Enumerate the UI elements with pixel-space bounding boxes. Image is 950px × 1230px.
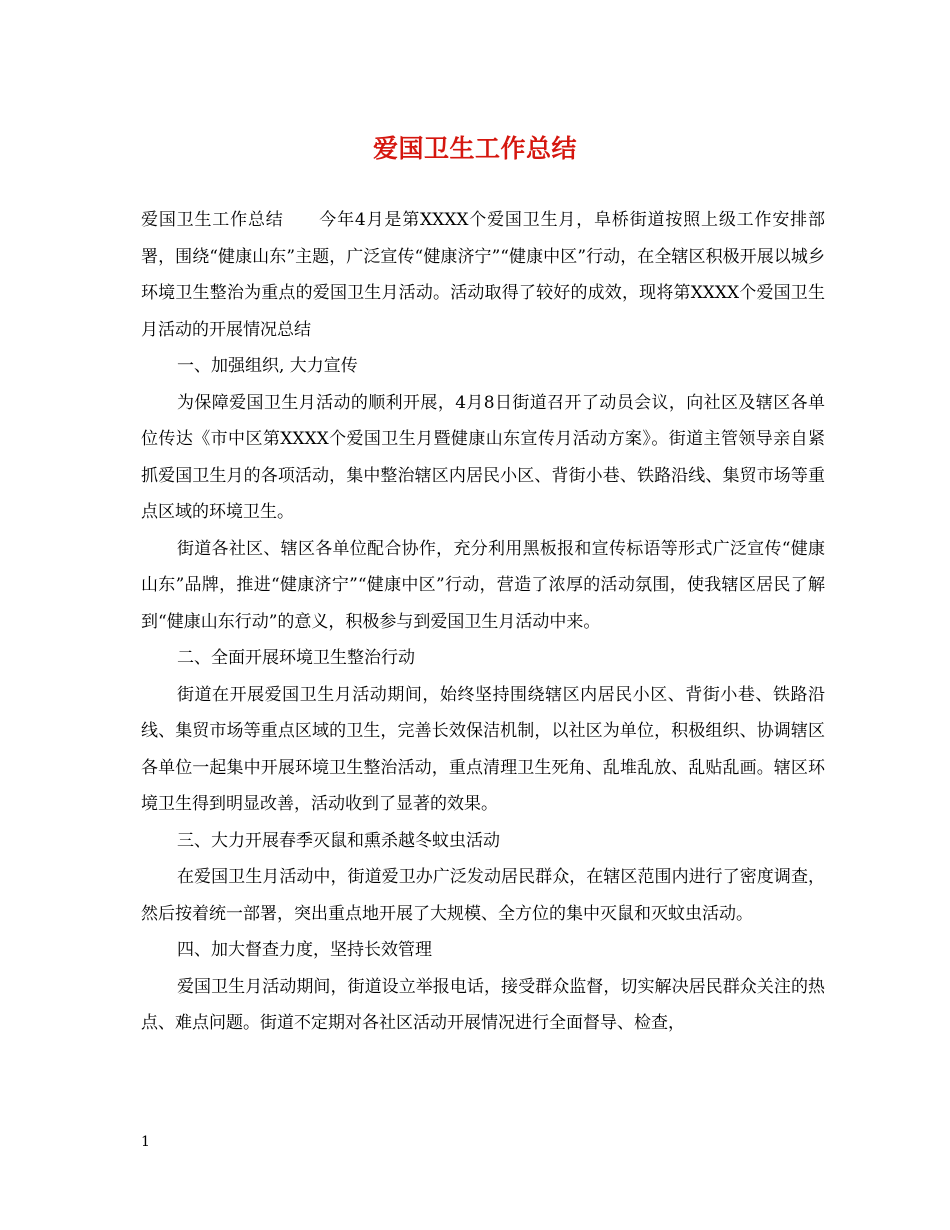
paragraph-section-1a: 为保障爱国卫生月活动的顺利开展，4月8日街道召开了动员会议，向社区及辖区各单位传达《市中区第XXXX个爱国卫生月暨健康山东宣传月活动方案》。街道主管领导亲自紧抓爱国卫生月的各项活动，集中整治辖区内居民小区、背街小巷、铁路沿线、集贸市场等重点区域的环境卫生。 bbox=[141, 392, 825, 522]
page-number: 1 bbox=[141, 1134, 150, 1150]
paragraph-section-4: 爱国卫生月活动期间，街道设立举报电话，接受群众监督，切实解决居民群众关注的热点、难点问题。街道不定期对各社区活动开展情况进行全面督导、检查， bbox=[141, 976, 825, 1033]
document-title: 爱国卫生工作总结 bbox=[372, 134, 577, 163]
paragraph-section-2: 街道在开展爱国卫生月活动期间，始终坚持围绕辖区内居民小区、背街小巷、铁路沿线、集贸市场等重点区域的卫生，完善长效保洁机制，以社区为单位，积极组织、协调辖区各单位一起集中开展环境卫生整治活动，重点清理卫生死角、乱堆乱放、乱贴乱画。辖区环境卫生得到明显改善，活动收到了显著的效果。 bbox=[141, 684, 825, 814]
document-body bbox=[141, 202, 825, 1042]
section-heading-4: 四、加大督查力度，坚持长效管理 bbox=[177, 940, 432, 960]
paragraph-intro: 爱国卫生工作总结 今年4月是第XXXX个爱国卫生月，阜桥街道按照上级工作安排部署，围绕“健康山东”主题，广泛宣传“健康济宁”“健康中区”行动，在全辖区积极开展以城乡环境卫生整治为重点的爱国卫生月活动。活动取得了较好的成效，现将第XXXX个爱国卫生月活动的开展情况总结 bbox=[141, 210, 825, 340]
section-heading-1: 一、加强组织, 大力宣传 bbox=[177, 356, 358, 376]
paragraph-section-1b: 街道各社区、辖区各单位配合协作，充分利用黑板报和宣传标语等形式广泛宣传“健康山东”品牌，推进“健康济宁”“健康中区”行动，营造了浓厚的活动氛围，使我辖区居民了解到“健康山东行动”的意义，积极参与到爱国卫生月活动中来。 bbox=[141, 538, 825, 632]
paragraph-section-3: 在爱国卫生月活动中，街道爱卫办广泛发动居民群众，在辖区范围内进行了密度调查，然后按着统一部署，突出重点地开展了大规模、全方位的集中灭鼠和灭蚊虫活动。 bbox=[141, 867, 825, 924]
section-heading-3: 三、大力开展春季灭鼠和熏杀越冬蚊虫活动 bbox=[177, 830, 500, 851]
section-heading-2: 二、全面开展环境卫生整治行动 bbox=[177, 648, 415, 668]
